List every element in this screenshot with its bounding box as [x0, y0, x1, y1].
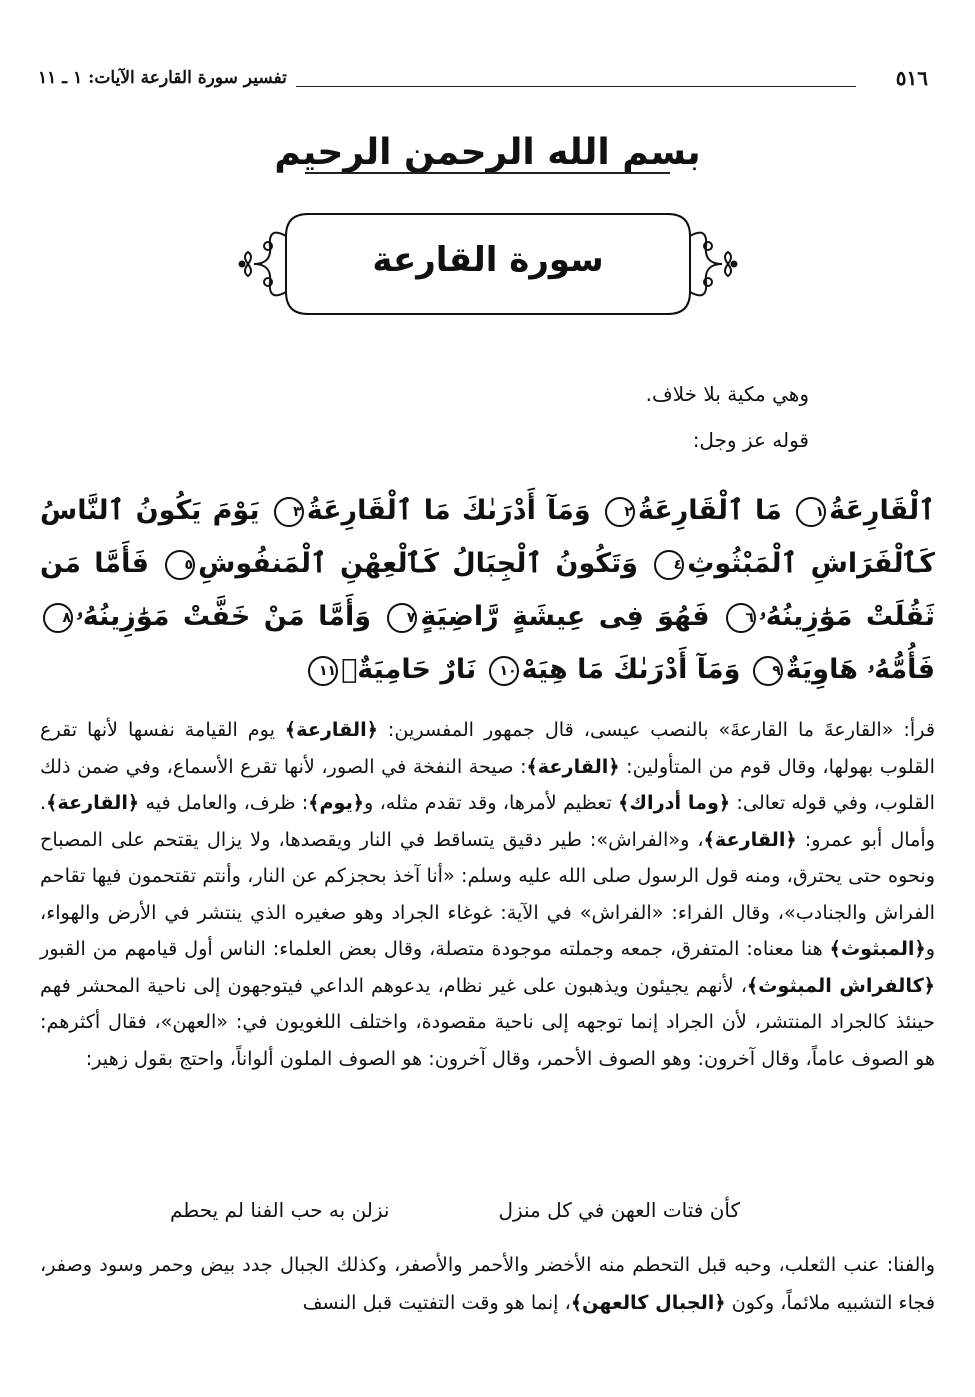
commentary-text: يوم القيامة نفسها لأنها تقرع القلوب بهولها، وقال قوم من المتأولين: [40, 718, 935, 778]
ayah-number-marker: ٨ [43, 603, 73, 633]
ayah-text: ٱلْقَارِعَةُ [829, 495, 935, 526]
quoted-term: ﴿المبثوث﴾ [829, 937, 926, 960]
ayah-number-marker: ٦ [726, 603, 756, 633]
basmala-underline [305, 172, 670, 174]
commentary-text: . وأمال أبو عمرو: [40, 791, 936, 851]
ayah-number-marker: ١٠ [489, 656, 519, 686]
ayah-text: وَمَآ أَدْرَىٰكَ مَا هِيَهْ [521, 654, 741, 685]
intro-line: وهي مكية بلا خلاف. [645, 382, 809, 406]
ayah-number-marker: ٥ [165, 550, 195, 580]
running-title: تفسير سورة القارعة الآيات: ١ ـ ١١ [38, 68, 287, 88]
ayah-number-marker: ٤ [654, 550, 684, 580]
commentary-text: قرأ: «القارعةَ ما القارعةَ» بالنصب عيسى، قال جمهور المفسرين: [377, 718, 935, 741]
basmala: بسم الله الرحمن الرحيم [274, 132, 701, 173]
page-number: ٥١٦ [895, 66, 928, 90]
ayah-number-marker: ٩ [753, 656, 783, 686]
ayah-text: وَأَمَّا مَنْ خَفَّتْ مَوَٰزِينُهُۥ [76, 601, 371, 632]
ayah-text: وَتَكُونُ ٱلْجِبَالُ كَٱلْعِهْنِ ٱلْمَنفُوشِ [198, 548, 639, 579]
page-header [38, 66, 928, 96]
ayah-number-marker: ٧ [387, 603, 417, 633]
header-rule [296, 86, 856, 87]
ayah-text: فَأُمُّهُۥ هَاوِيَةٌ [785, 654, 935, 685]
quoted-term: ﴿الجبال كالعهن﴾ [570, 1291, 726, 1314]
quoted-term: ﴿يوم﴾ [308, 791, 365, 814]
poetry-verse [170, 1198, 740, 1234]
sura-title: سورة القارعة [372, 240, 604, 280]
ayah-text: مَا ٱلْقَارِعَةُ [637, 495, 782, 526]
commentary-text: ، لأنهم يجيئون ويذهبون على غير نظام، يدعوهم الداعي فيتوجهون إلى ناحية المحشر فهم حينئذ كالجراد المنتشر، لأن الجراد إنما توجهه إلى ناحية مقصودة، واختلف اللغويون في: «العهن»، فقال أكثرهم: هو الصوف عاماً، وقال آخرون: وهو الصوف الأحمر، وقال آخرون: هو الصوف الملون ألواناً، واحتج بقول زهير: [40, 973, 935, 1070]
commentary-text: تعظيم لأمرها، وقد تقدم مثله، و [364, 791, 619, 814]
poem-second-hemistich: نزلن به حب الفنا لم يحطم [170, 1198, 390, 1222]
commentary-paragraph-2 [40, 1246, 935, 1322]
commentary-text: هنا معناه: المتفرق، جمعه وجملته موجودة متصلة، وقال بعض العلماء: الناس أول قيامهم من القبور [40, 937, 830, 960]
commentary-paragraph [40, 712, 935, 1077]
quoted-term: ﴿القارعة﴾ [526, 754, 620, 778]
quoted-term: ﴿القارعة﴾ [703, 827, 797, 851]
commentary-text: ، إنما هو وقت التفتيت قبل النسف [302, 1291, 571, 1314]
quoted-term: ﴿القارعة﴾ [46, 791, 140, 814]
intro-line-2: قوله عز وجل: [692, 428, 809, 452]
quoted-term: ﴿وما أدراك﴾ [618, 791, 731, 814]
ayah-text: وَمَآ أَدْرَىٰكَ مَا ٱلْقَارِعَةُ [306, 495, 591, 526]
commentary-text: : صيحة النفخة في الصور، لأنها تقرع الأسماع، وفي ضمن ذلك القلوب، وفي قوله تعالى: [40, 754, 936, 814]
quran-verses [40, 484, 935, 696]
ayah-text: نَارٌ حَامِيَةٌۢ [341, 654, 477, 685]
commentary-text: والفنا: عنب الثعلب، وحبه قبل التحطم منه الأخضر والأحمر والأصفر، وكذلك الجبال جدد بيض وحمر وسود وصفر، فجاء التشبيه ملائماً، وكون [40, 1253, 935, 1314]
ayah-number-marker: ٣ [274, 497, 304, 527]
ayah-number-marker: ١١ [308, 656, 338, 686]
ayah-text: يَوْمَ يَكُونُ ٱلنَّاسُ كَٱلْفَرَاشِ ٱلْمَبْثُوثِ [40, 495, 935, 579]
ayah-number-marker: ٢ [605, 497, 635, 527]
ayah-number-marker: ١ [796, 497, 826, 527]
commentary-text: ، و«الفراش»: طير دقيق يتساقط في النار ويقصدها، ولا يزال يقتحم على المصباح ونحوه حتى يحترق، ومنه قول الرسول صلى الله عليه وسلم: «أنا آخذ بحجزكم عن النار، وأنتم تقتحمون فيها تقاحم الفراش والجنادب»، وقال الفراء: «الفراش» في الآية: غوغاء الجراد وهو صغيره الذي ينتشر في الأرض والهواء، و [40, 827, 935, 960]
ayah-text: فَأَمَّا مَن ثَقُلَتْ مَوَٰزِينُهُۥ [40, 548, 935, 632]
poem-first-hemistich: كأن فتات العهن في كل منزل [498, 1198, 740, 1222]
commentary-text: : ظرف، والعامل فيه [139, 791, 309, 814]
quoted-term: ﴿القارعة﴾ [284, 718, 378, 741]
ayah-text: فَهُوَ فِى عِيشَةٍ رَّاضِيَةٍ [420, 601, 710, 632]
quoted-term: ﴿كالفراش المبثوث﴾ [746, 973, 935, 997]
